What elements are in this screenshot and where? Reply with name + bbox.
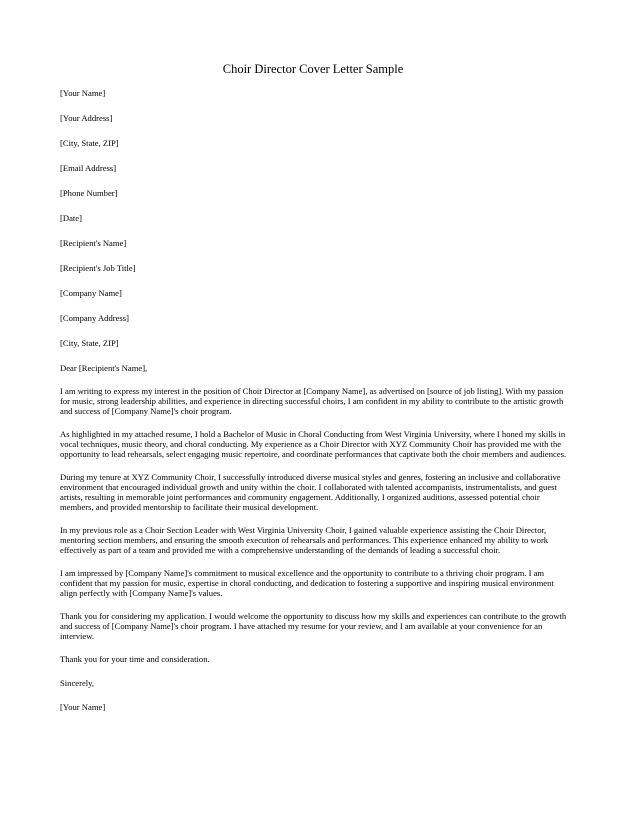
letter-body <box>60 88 570 726</box>
sender-address: [Your Address] <box>60 113 113 123</box>
sender-email: [Email Address] <box>60 163 117 173</box>
paragraph-education: As highlighted in my attached resume, I hold a Bachelor of Music in Choral Conducting from West Virginia University, where I honed my skills in vocal techniques, music theory, and choral conducting. My experience as a Choir Director with XYZ Community Choir has provided me with the opportunity to lead rehearsals, select engaging music repertoire, and coordinate performances that captivate both the choir members and audiences. <box>60 429 567 459</box>
sender-city-state-zip: [City, State, ZIP] <box>60 138 119 148</box>
company-address: [Company Address] <box>60 313 129 323</box>
paragraph-closing: Thank you for considering my application. I would welcome the opportunity to discuss how my skills and experiences can contribute to the growth and success of [Company Name]'s choir program. I have attached my resume for your review, and I am available at your convenience for an interview. <box>60 611 567 641</box>
paragraph-previous-role: In my previous role as a Choir Section Leader with West Virginia University Choir, I gained valuable experience assisting the Choir Director, mentoring section members, and ensuring the smooth execution of rehearsals and performances. This experience enhanced my ability to work effectively as part of a team and provided me with a comprehensive understanding of the demands of leading a successful choir. <box>60 525 549 555</box>
document-title: Choir Director Cover Letter Sample <box>222 62 404 76</box>
salutation: Dear [Recipient's Name], <box>60 363 148 373</box>
recipient-name: [Recipient's Name] <box>60 238 127 248</box>
company-city-state-zip: [City, State, ZIP] <box>60 338 119 348</box>
paragraph-tenure: During my tenure at XYZ Community Choir, I successfully introduced diverse musical styles and genres, fostering an inclusive and collaborative environment that encouraged individual growth and unity within the choir. I collaborated with talented accompanists, instrumentalists, and guest artists, resulting in memorable joint performances and community engagement. Additionally, I organized auditions, assessed potential choir members, and provided mentorship to facilitate their musical development. <box>60 472 561 512</box>
sender-name: [Your Name] <box>60 88 106 98</box>
sender-phone: [Phone Number] <box>60 188 118 198</box>
letter-date: [Date] <box>60 213 82 223</box>
signature-name: [Your Name] <box>60 702 106 712</box>
company-name: [Company Name] <box>60 288 122 298</box>
paragraph-intro: I am writing to express my interest in the position of Choir Director at [Company Name], as advertised on [source of job listing]. With my passion for music, strong leadership abilities, and experience in directing successful choirs, I am confident in my ability to contribute to the artistic growth and success of [Company Name]'s choir program. <box>60 386 564 416</box>
recipient-job-title: [Recipient's Job Title] <box>60 263 136 273</box>
paragraph-company-fit: I am impressed by [Company Name]'s commitment to musical excellence and the opportunity to contribute to a thriving choir program. I am confident that my passion for music, expertise in choral conducting, and dedication to fostering a supportive and inspiring musical environment align perfectly with [Company Name]'s values. <box>60 568 554 598</box>
thanks-line: Thank you for your time and consideration. <box>60 654 210 664</box>
signoff: Sincerely, <box>60 678 95 688</box>
